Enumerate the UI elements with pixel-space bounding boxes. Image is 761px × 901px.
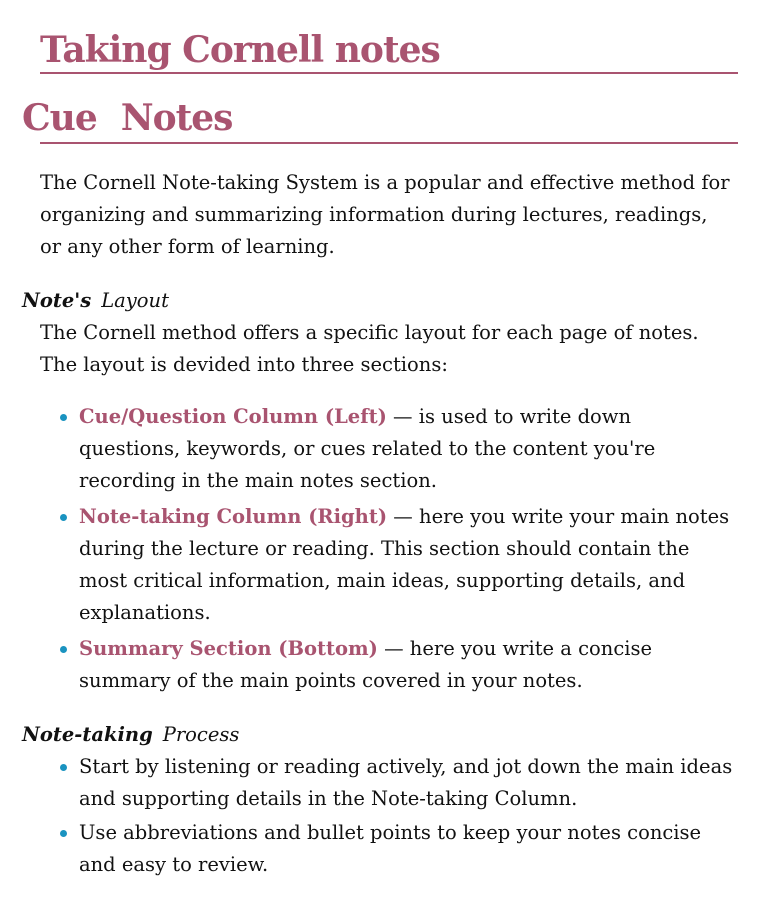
heading-cue: Cue	[22, 97, 97, 139]
bullet-icon	[60, 646, 67, 653]
item-text: — is used to write down questions, keywords, or cues related to the content you're recording in the main notes section.	[79, 405, 656, 492]
heading-divider	[40, 142, 738, 144]
list-item	[79, 501, 734, 629]
margin-label-process: Process	[162, 723, 240, 746]
term-cue-column: Cue/Question Column (Left)	[79, 405, 387, 428]
process-section-list	[40, 751, 734, 881]
process-margin-notes	[22, 719, 738, 751]
item-text: Start by listening or reading actively, and jot down the main ideas and supporting details in the Note-taking Column.	[79, 755, 733, 810]
margin-label-note-taking: Note-taking	[22, 723, 153, 746]
layout-margin-notes	[22, 285, 738, 317]
list-item	[79, 751, 734, 815]
term-note-column: Note-taking Column (Right)	[79, 505, 388, 528]
item-text: — here you write your main notes during the lecture or reading. This section should contain the most critical information, main ideas, supporting details, and explanations.	[79, 505, 730, 624]
list-item	[79, 401, 734, 497]
layout-paragraph: The Cornell method offers a specific layout for each page of notes. The layout is devided into three sections:	[40, 321, 699, 376]
bullet-icon	[60, 514, 67, 521]
page-title: Taking Cornell notes	[40, 29, 440, 71]
layout-section-list	[40, 401, 734, 697]
item-text: Use abbreviations and bullet points to keep your notes concise and easy to review.	[79, 821, 702, 876]
section-headings	[22, 96, 738, 140]
bullet-icon	[60, 830, 67, 837]
title-divider	[40, 72, 738, 74]
bullet-icon	[60, 764, 67, 771]
list-item	[79, 633, 734, 697]
heading-notes: Notes	[120, 97, 233, 139]
margin-label-layout: Layout	[101, 289, 169, 312]
list-item	[79, 817, 734, 881]
bullet-icon	[60, 414, 67, 421]
intro-paragraph: The Cornell Note-taking System is a popular and effective method for organizing and summarizing information during lectures, readings, or any other form of learning.	[40, 171, 730, 258]
margin-label-notes: Note's	[22, 289, 92, 312]
term-summary-section: Summary Section (Bottom)	[79, 637, 378, 660]
item-text: — here you write a concise summary of the main points covered in your notes.	[79, 637, 653, 692]
